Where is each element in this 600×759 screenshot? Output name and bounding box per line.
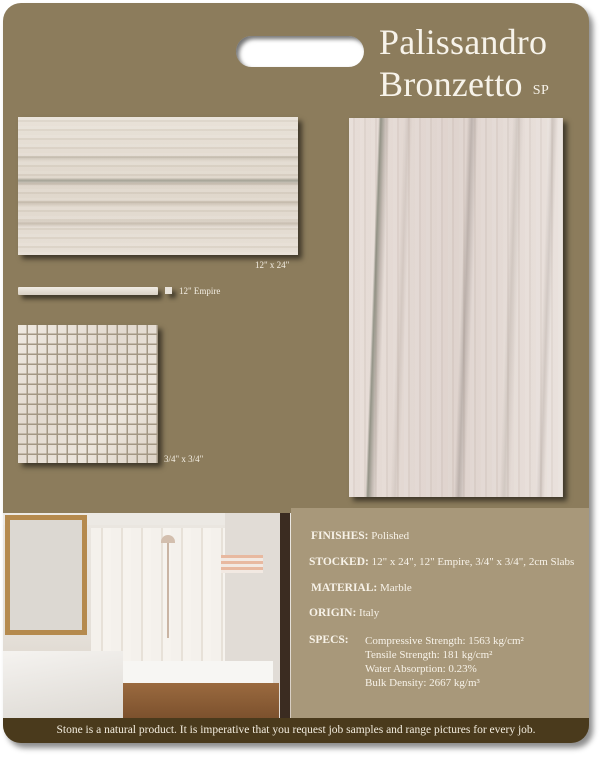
photo-divider: [280, 513, 290, 721]
spec-bulk-density: Bulk Density: 2667 kg/m³: [365, 677, 480, 689]
spec-tensile-strength: Tensile Strength: 181 kg/cm²: [365, 649, 493, 661]
specs-list: [365, 634, 524, 690]
footer-disclaimer: Stone is a natural product. It is imperative that you request job samples and range pictures for every job.: [3, 718, 589, 743]
slab-sample-image: [349, 118, 563, 497]
spec-water-absorption: Water Absorption: 0.23%: [365, 663, 477, 675]
marble-vanity: [3, 651, 123, 721]
empire-molding-sample-image: [18, 287, 158, 295]
tile-12x24-sample-image: [18, 117, 298, 255]
marble-wall: [91, 528, 226, 668]
stocked-row: STOCKED: 12" x 24", 12" Empire, 3/4" x 3/4", 2cm Slabs: [309, 556, 575, 568]
product-card: [3, 3, 589, 743]
product-suffix: SP: [532, 83, 550, 98]
shower-head: [161, 535, 175, 543]
card-handle-cutout: [236, 36, 364, 67]
mirror: [5, 515, 87, 635]
mosaic-label: 3/4" x 3/4": [164, 454, 204, 464]
empire-molding-end-image: [165, 287, 172, 294]
product-name-line1: Palissandro: [379, 22, 548, 62]
origin-row: ORIGIN: Italy: [309, 607, 380, 619]
product-name-line2: Bronzetto SP: [379, 64, 550, 104]
specs-panel: [291, 508, 589, 721]
spec-compressive-strength: Compressive Strength: 1563 kg/cm²: [365, 635, 524, 647]
bathtub: [103, 661, 273, 685]
finishes-row: FINISHES: Polished: [311, 530, 410, 542]
material-row: MATERIAL: Marble: [311, 582, 412, 594]
towel-shelf: [221, 555, 263, 573]
mosaic-sample-image: [18, 325, 158, 463]
bathroom-installation-photo: [3, 513, 299, 721]
tile-12x24-label: 12" x 24": [255, 260, 290, 270]
specs-row: SPECS: Compressive Strength: 1563 kg/cm² Tensile Strength: 181 kg/cm² Water Absorption: 0.23% Bulk Density: 2667 kg/m³: [309, 634, 524, 689]
product-title: [379, 21, 549, 112]
empire-label: 12" Empire: [179, 286, 221, 296]
